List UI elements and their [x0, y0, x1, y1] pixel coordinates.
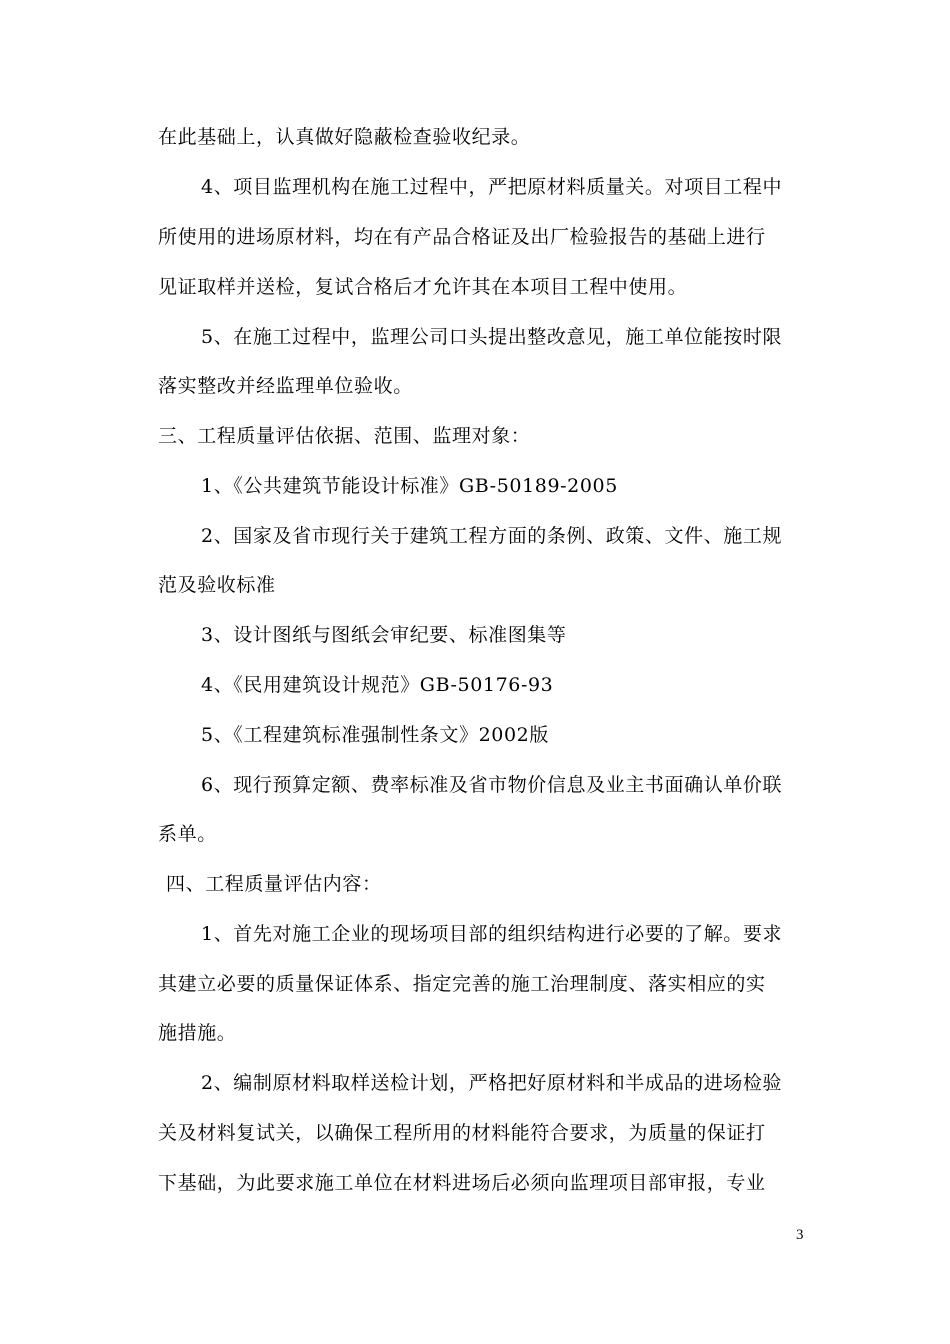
text-line: 2、国家及省市现行关于建筑工程方面的条例、政策、文件、施工规: [201, 525, 783, 547]
text-line: 落实整改并经监理单位验收。: [158, 375, 413, 397]
text-line: 5、《工程建筑标准强制性条文》2002版: [201, 724, 549, 746]
text-line: 系单。: [158, 823, 217, 845]
text-line: 施措施。: [158, 1022, 237, 1044]
text-line: 所使用的进场原材料，均在有产品合格证及出厂检验报告的基础上进行: [158, 226, 766, 248]
text-line: 2、编制原材料取样送检计划，严格把好原材料和半成品的进场检验: [201, 1072, 783, 1094]
text-line: 4、项目监理机构在施工过程中，严把原材料质量关。对项目工程中: [201, 176, 783, 198]
text-line: 3、设计图纸与图纸会审纪要、标准图集等: [201, 624, 567, 646]
text-line: 6、现行预算定额、费率标准及省市物价信息及业主书面确认单价联: [201, 774, 783, 796]
text-line: 见证取样并送检，复试合格后才允许其在本项目工程中使用。: [158, 276, 688, 298]
text-line: 5、在施工过程中，监理公司口头提出整改意见，施工单位能按时限: [201, 326, 783, 348]
text-line: 1、首先对施工企业的现场项目部的组织结构进行必要的了解。要求: [201, 923, 783, 945]
page-number: 3: [796, 1227, 804, 1243]
text-line: 其建立必要的质量保证体系、指定完善的施工治理制度、落实相应的实: [158, 973, 766, 995]
text-line: 4、《民用建筑设计规范》GB-50176-93: [201, 674, 554, 696]
text-line: 1、《公共建筑节能设计标准》GB-50189-2005: [201, 475, 618, 497]
text-line: 在此基础上，认真做好隐蔽检查验收纪录。: [158, 126, 531, 148]
text-line: 下基础，为此要求施工单位在材料进场后必须向监理项目部审报，专业: [158, 1172, 766, 1194]
section-heading: 三、工程质量评估依据、范围、监理对象：: [158, 425, 531, 447]
text-line: 关及材料复试关，以确保工程所用的材料能符合要求，为质量的保证打: [158, 1122, 766, 1144]
text-line: 范及验收标准: [158, 574, 276, 596]
section-heading: 四、工程质量评估内容：: [166, 873, 382, 895]
